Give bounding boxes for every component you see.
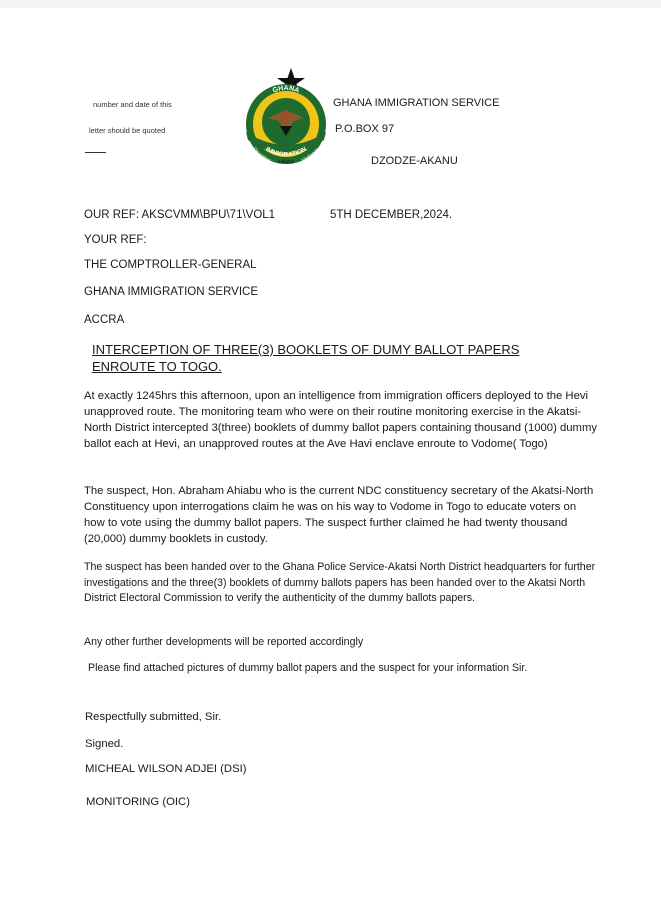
quote-note-line2: letter should be quoted	[89, 126, 166, 135]
signatory-name: MICHEAL WILSON ADJEI (DSI)	[85, 763, 247, 775]
seal-middle-text: IMMIGRATION	[264, 145, 308, 159]
ghana-immigration-seal	[236, 66, 336, 166]
po-box: P.O.BOX 97	[335, 123, 395, 135]
signatory-role: MONITORING (OIC)	[86, 796, 190, 808]
seal-motto-text: Discipline	[251, 146, 272, 164]
closing-signed: Signed.	[85, 738, 124, 750]
body-paragraph-4: Any other further developments will be reported accordingly	[84, 636, 364, 648]
divider-dash	[85, 152, 106, 153]
subject-heading: INTERCEPTION OF THREE(3) BOOKLETS OF DUMY BALLOT PAPERS ENROUTE TO TOGO.	[92, 342, 520, 374]
quote-note-line1: number and date of this	[93, 100, 172, 109]
our-ref: OUR REF: AKSCVMM\BPU\71\VOL1	[84, 209, 276, 221]
town: DZODZE-AKANU	[371, 155, 458, 167]
top-border	[0, 0, 661, 8]
body-paragraph-2: The suspect, Hon. Abraham Ahiabu who is the current NDC constituency secretary of the Akatsi-North Constituency upon interrogations claim he was on his way to Vodome in Togo to educate voters on how to vote using the dummy ballot papers. The suspect further claimed he had twenty thousand (20,000) dummy booklets in custody.	[84, 485, 594, 545]
seal-motto-text-right: Vigilance	[300, 147, 321, 164]
body-paragraph-1: At exactly 1245hrs this afternoon, upon an intelligence from immigration officers deployed to the Hevi unapproved route. The monitoring team who were on their routine monitoring exercise in the Akatsi- North District intercepted 3(three) booklets of dummy ballot papers containing thousand (1000) dummy ballot each at Hevi, an unapproved routes at the Ave Havi enclave enroute to Vodome( Togo)	[84, 390, 598, 450]
recipient-line2: GHANA IMMIGRATION SERVICE	[84, 286, 259, 298]
seal-motto-center: Integrity	[277, 159, 295, 164]
body-paragraph-3: The suspect has been handed over to the Ghana Police Service-Akatsi North District headquarters for further investigations and the three(3) booklets of dummy ballots papers has been handed over to the Akatsi North District Electoral Commission to verify the authenticity of the dummy ballots papers.	[84, 561, 596, 604]
closing-respectfully: Respectfully submitted, Sir.	[85, 711, 222, 723]
office-name: GHANA IMMIGRATION SERVICE	[333, 97, 500, 109]
seal-top-text: GHANA	[271, 84, 301, 95]
body-paragraph-5: Please find attached pictures of dummy ballot papers and the suspect for your information Sir.	[88, 662, 528, 674]
your-ref: YOUR REF:	[84, 234, 147, 246]
letter-date: 5TH DECEMBER,2024.	[330, 209, 453, 221]
recipient-line3: ACCRA	[84, 314, 125, 326]
recipient-line1: THE COMPTROLLER-GENERAL	[84, 259, 257, 271]
